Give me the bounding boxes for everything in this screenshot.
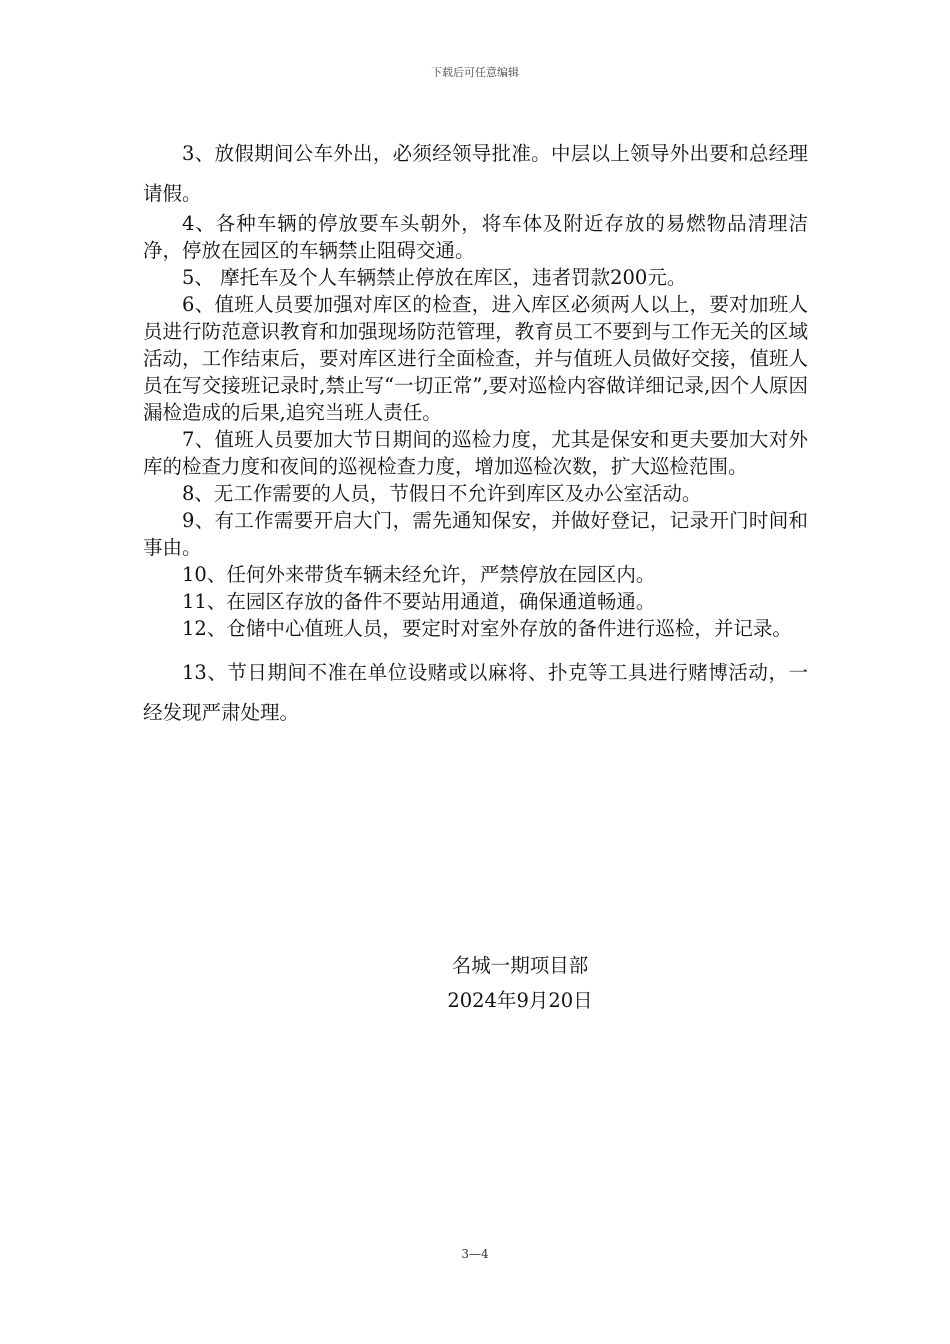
page-number: 3—4 (461, 1247, 489, 1261)
paragraph-10: 10、任何外来带货车辆未经允许，严禁停放在园区内。 (182, 563, 656, 586)
paragraph-13: 13、节日期间不准在单位设赌或以麻将、扑克等工具进行赌博活动，一经发现严肃处理。 (143, 661, 808, 724)
paragraph-7: 7、值班人员要加大节日期间的巡检力度，尤其是保安和更夫要加大对外库的检查力度和夜间的巡视检查力度，增加巡检次数，扩大巡检范围。 (143, 428, 808, 478)
signature-organization: 名城一期项目部 (451, 954, 589, 977)
paragraph-11: 11、在园区存放的备件不要站用通道，确保通道畅通。 (182, 590, 656, 613)
paragraph-6: 6、值班人员要加强对库区的检查，进入库区必须两人以上，要对加班人员进行防范意识教育和加强现场防范管理，教育员工不要到与工作无关的区域活动，工作结束后，要对库区进行全面检查，并与值班人员做好交接，值班人员在写交接班记录时,禁止写“一切正常”,要对巡检内容做详细记录,因个人原因漏检造成的后果,追究当班人责任。 (143, 293, 808, 424)
paragraph-12: 12、仓储中心值班人员，要定时对室外存放的备件进行巡检，并记录。 (182, 617, 792, 640)
document-body (143, 134, 808, 733)
paragraph-9: 9、有工作需要开启大门，需先通知保安，并做好登记，记录开门时间和事由。 (143, 509, 808, 559)
paragraph-4: 4、各种车辆的停放要车头朝外，将车体及附近存放的易燃物品清理洁净，停放在园区的车辆禁止阻碍交通。 (143, 212, 808, 262)
paragraph-3: 3、放假期间公车外出，必须经领导批准。中层以上领导外出要和总经理请假。 (143, 142, 808, 205)
page-header: 下载后可任意编辑 (431, 66, 519, 79)
paragraph-5: 5、 摩托车及个人车辆禁止停放在库区，违者罚款200元。 (182, 266, 687, 289)
paragraph-8: 8、无工作需要的人员，节假日不允许到库区及办公室活动。 (182, 482, 702, 505)
signature-date: 2024年9月20日 (447, 989, 593, 1012)
